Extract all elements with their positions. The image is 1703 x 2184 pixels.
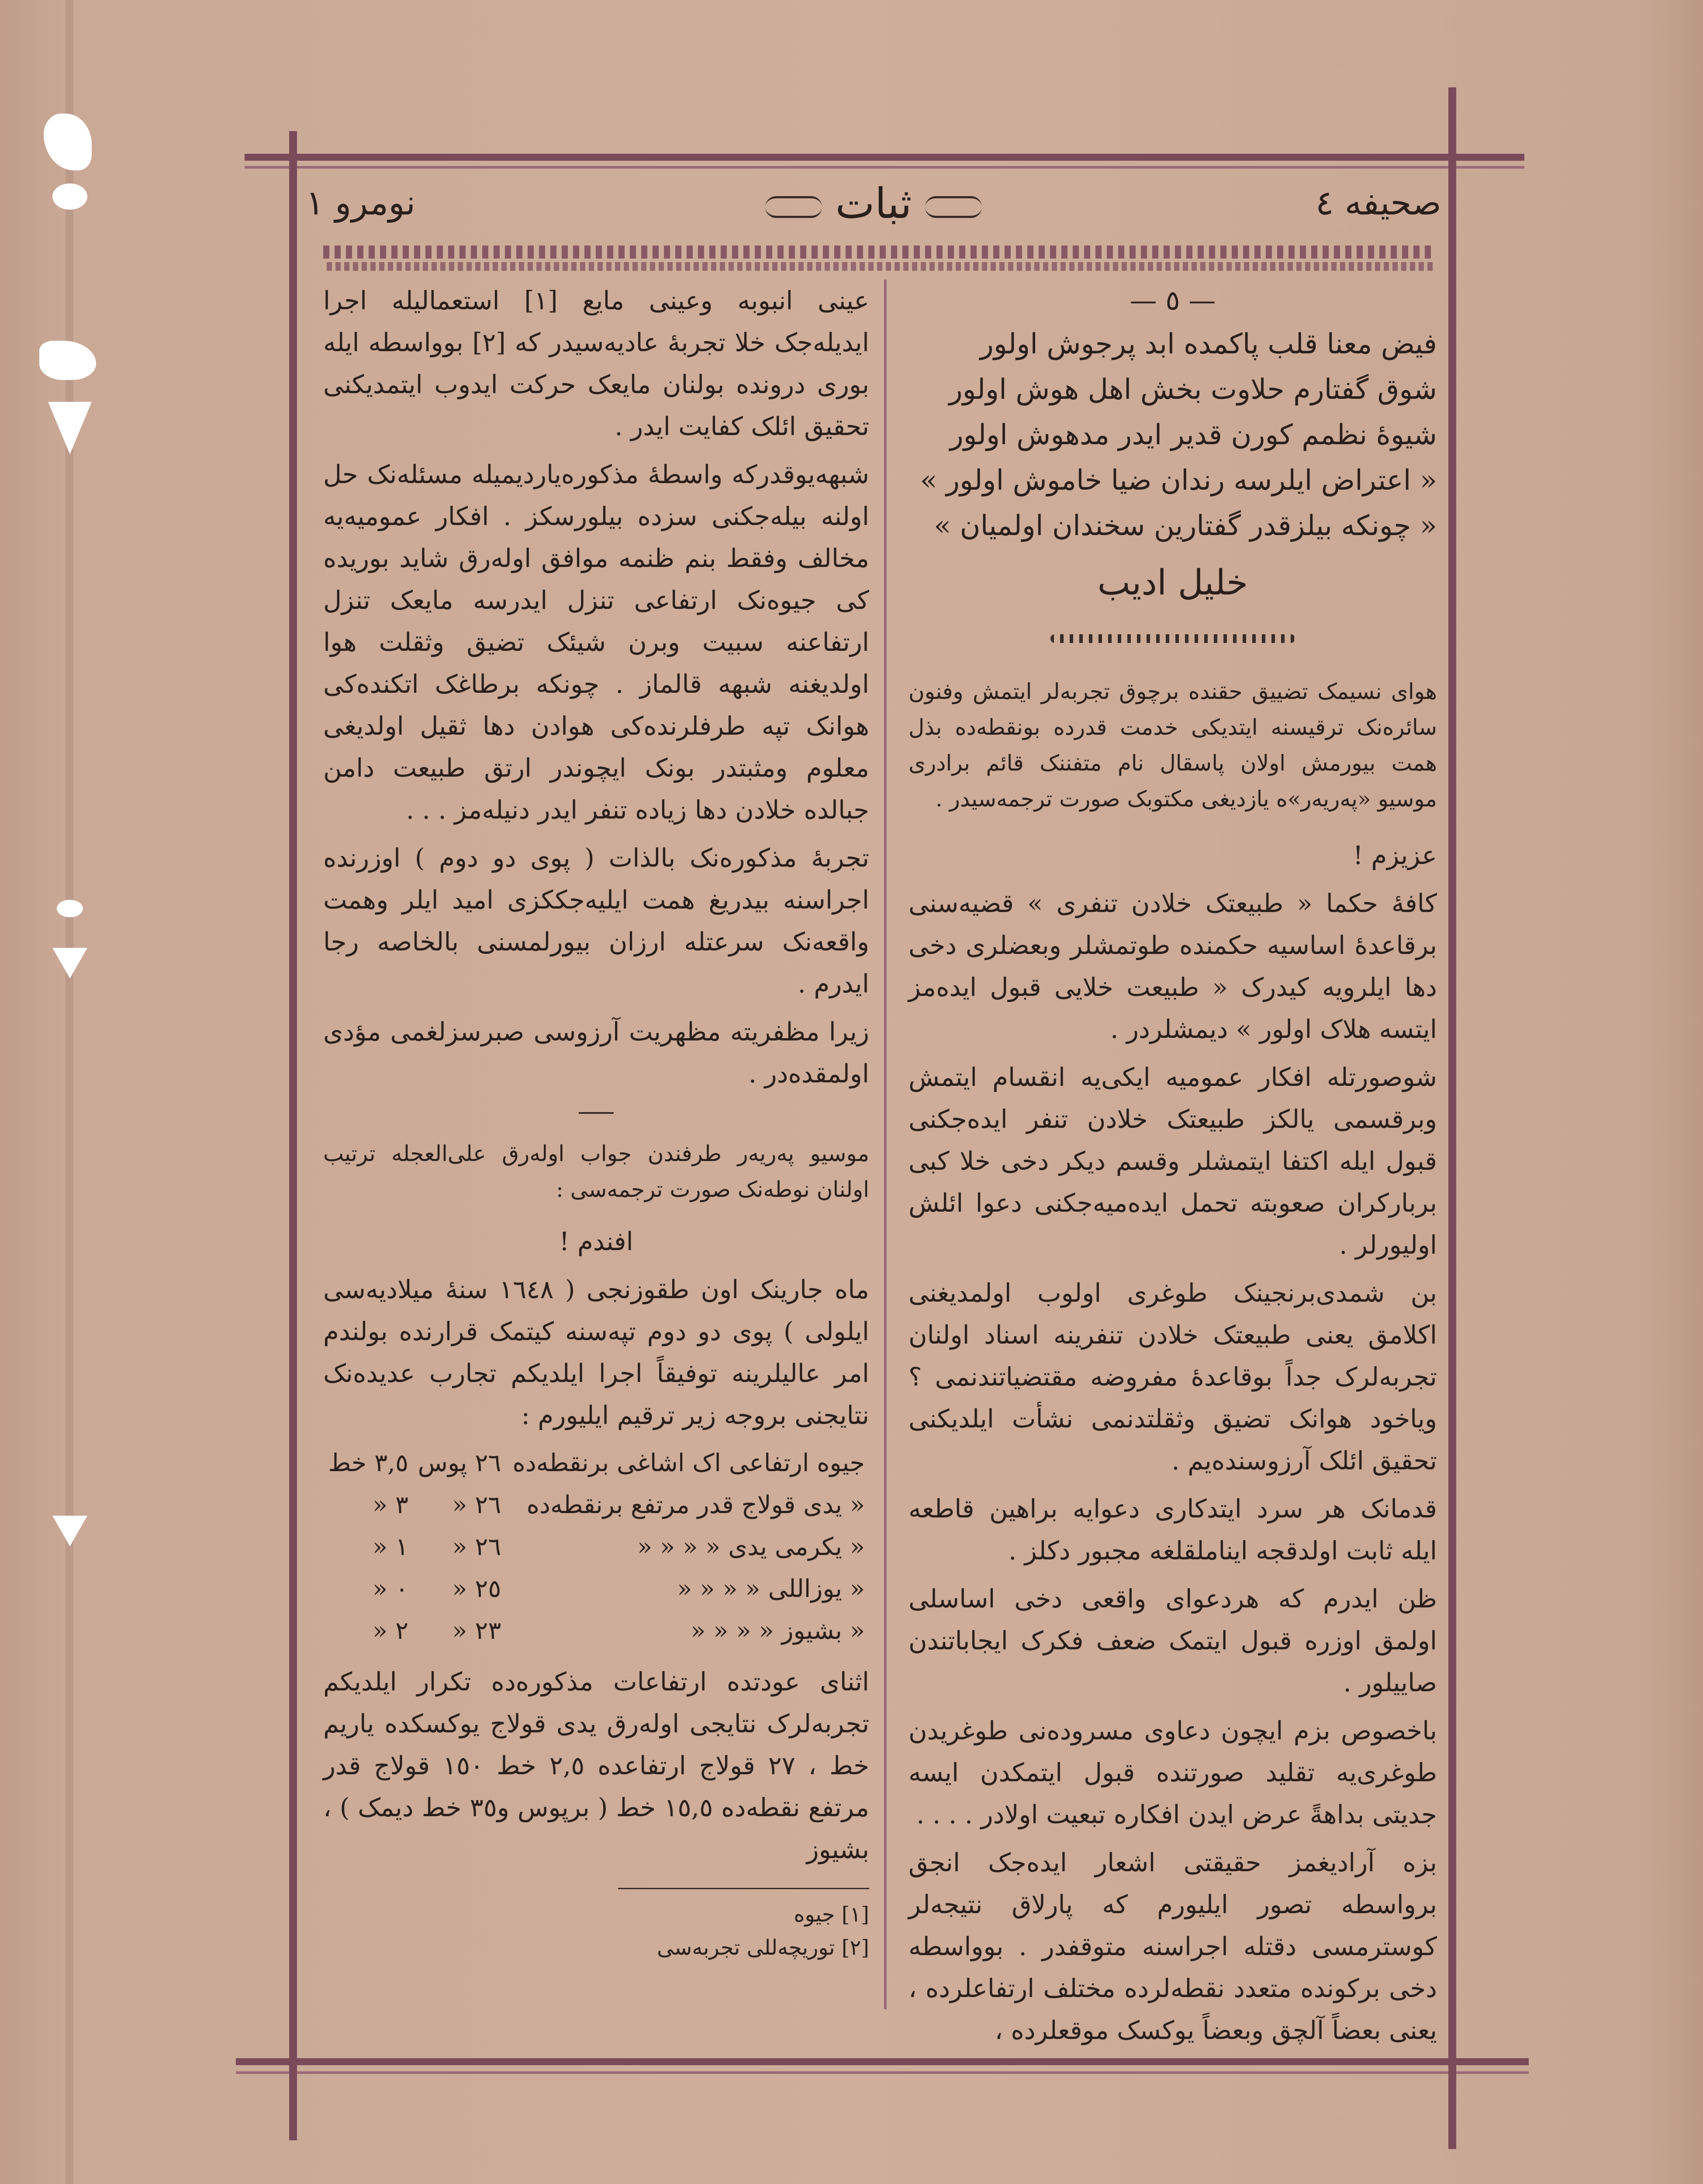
frame-left-rule — [289, 131, 297, 2140]
poem-line: شوق گفتارم حلاوت بخش اهل هوش اولور — [949, 373, 1437, 406]
page-header — [306, 175, 1441, 240]
poem-number: — ٥ — — [1130, 284, 1216, 316]
poem-line: « اعتراض ایلرسه رندان ضیا خاموش اولور » — [920, 464, 1437, 497]
poem-author: خلیل ادیب — [1097, 562, 1248, 603]
letter-paragraph: باخصوص بزم ایچون دعاوی مسروده‌نی طوغریدن طوغری‌یه تقلید صورتنده قبول ایتمکدن ایسه جدیتی بداهةً عرض ایدن افکاره تبعیت اولادر . . . . — [908, 1716, 1437, 1829]
frame-bottom-rule — [236, 2058, 1529, 2065]
table-cell-inch: ٢٥ « — [452, 1575, 501, 1603]
reply-paragraph: ماه جارینک اون طقوزنجی ( ١٦٤٨ سنهٔ میلادیه‌سی ایلولی ) پوی دو دوم تپه‌سنه کیتمک قرارنده بولندم امر عالیلرینه توفیقاً اجرا ایلدیکم تجارب عدیده‌نک نتایجنی بروجه زیر ترقیم ایلیورم : — [323, 1275, 869, 1430]
letter-paragraph: قدمانک هر سرد ایتدکاری دعوایه براهین قاطعه ایله ثابت اولدقجه ایناملقلغه مجبور دکلز . — [908, 1494, 1437, 1565]
table-cell-label: « یکرمی یدی « « « « — [637, 1533, 865, 1561]
page-number-label: صحیفه ٤ — [1315, 183, 1441, 223]
footnote: [١] جیوه — [794, 1902, 869, 1927]
letter-paragraph: کافهٔ حکما « طبیعتک خلادن تنفری » قضیه‌سنی برقاعدهٔ اساسیه حکمنده طوتمشلر وبعضلری دخی دها ایلرویه کیدرک « طبیعت خلایی قبول ایده‌مز ایتسه هلاک اولور » دیمشلردر . — [908, 888, 1437, 1044]
table-cell-line: ٠ « — [372, 1575, 409, 1603]
table-row — [323, 1568, 869, 1610]
table-cell-inch: ٢٦ « — [452, 1491, 501, 1519]
letter-paragraph: ظن ایدرم که هردعوای واقعی دخی اساسلی اولمق اوزره قبول ایتمک ضعف فکرک ایجاباتندن صاییلور . — [908, 1584, 1437, 1697]
newspaper-title — [306, 179, 1441, 228]
article-paragraph: تجربهٔ مذکوره‌نک بالذات ( پوی دو دوم ) اوزرنده اجراسنه بیدریغ همت ایلیه‌جککزی امید ایلر وهمت واقعه‌نک سرعتله ارزان بیورلمسنی بالخاصه رجا ایدرم . — [323, 843, 869, 999]
frame-top-rule — [245, 154, 1524, 161]
frame-right-rule — [1448, 87, 1456, 2149]
table-cell-line: ٢ « — [372, 1617, 409, 1645]
table-row — [323, 1484, 869, 1526]
table-cell-label: « بشیوز « « « « — [691, 1617, 865, 1645]
table-cell-inch: ٢٣ « — [452, 1617, 501, 1645]
table-cell-label: « یوزاللی « « « « — [677, 1575, 865, 1603]
page-fold — [66, 0, 73, 2184]
letter-paragraph: شوصورتله افکار عمومیه ایکی‌یه انقسام ایتمش وبرقسمی یالکز طبیعتک خلادن تنفر ایده‌جکنی قبول ایله اکتفا ایتمشلر وقسم دیکر دخی خلا کبی بربارکران صعوبته تحمل ایده‌میه‌جکنی دعوا ائلش اولیورلر . — [908, 1062, 1437, 1260]
table-cell-line: ٣,٥ خط — [328, 1449, 409, 1477]
table-cell-inch: ٢٦ پوس — [418, 1449, 501, 1477]
table-cell-line: ١ « — [372, 1533, 409, 1561]
table-row — [323, 1526, 869, 1568]
letter-paragraph: بن شمدی‌برنجینک طوغری اولوب اولمدیغنی اکلامق یعنی طبیعتک خلادن تنفرینه اسناد اولنان تجربه‌لرک جداً بوقاعدهٔ مفروضه مقتضیاتندنمی ؟ وياخود هوانک تضیق وثقلتدنمی نشأت ایلدیکنی تحقیق ائلک آرزوسنده‌یم . — [908, 1278, 1437, 1476]
left-column — [323, 280, 869, 1964]
poem-line: « چونکه بیلزقدر گفتارین سخندان اولمیان » — [934, 510, 1437, 542]
reply-intro: موسیو په‌ریه‌ر طرفندن جواب اوله‌رق علی‌العجله ترتیب اولنان نوطه‌نک صورت ترجمه‌سی : — [323, 1141, 869, 1202]
letter-salutation: عزیزم ! — [1353, 840, 1437, 870]
poem-line: فیض معنا قلب پاکمده ابد پرجوش اولور — [980, 328, 1437, 360]
measurements-table — [323, 1442, 869, 1652]
poem-line: شیوهٔ نظمم کورن قدیر ایدر مدهوش اولور — [950, 419, 1437, 451]
binding-hole — [52, 183, 87, 210]
newspaper-title-text: ثبات — [835, 179, 912, 228]
binding-hole — [57, 900, 83, 917]
table-row — [323, 1610, 869, 1652]
poem — [908, 321, 1437, 549]
section-separator — [1050, 634, 1295, 643]
table-cell-line: ٣ « — [372, 1491, 409, 1519]
frame-top-rule-inner — [245, 166, 1524, 169]
column-divider — [884, 280, 887, 2009]
header-dotted-rule-lower — [323, 262, 1433, 271]
frame-bottom-rule-inner — [236, 2071, 1529, 2074]
table-cell-label: « یدی قولاج قدر مرتفع برنقطه‌ده — [526, 1491, 865, 1519]
reply-salutation: افندم ! — [559, 1227, 633, 1256]
issue-number-label: نومرو ١ — [306, 183, 416, 223]
table-cell-label: جیوه ارتفاعی اک اشاغی برنقطه‌ده — [512, 1449, 865, 1477]
letter-paragraph: بزه آرادیغمز حقیقتی اشعار ایده‌جک انجق برواسطه تصور ایلیورم که پارلاق نتیجه‌لر کوسترمسی دقتله اجراسنه متوقفدر . بوواسطه دخی برکونده متعدد نقطه‌لرده مختلف ارتفاعلرده ، یعنی بعضاً آلچق وبعضاً یوکسک موقعلرده ، — [908, 1848, 1437, 2045]
short-separator — [579, 1112, 614, 1114]
table-row — [323, 1442, 869, 1484]
ornament-icon — [765, 196, 822, 218]
right-column — [908, 280, 1437, 2057]
article-paragraph: عینی انبوبه وعینی مایع [١] استعمالیله اجرا ایدیله‌جک خلا تجربهٔ عادیه‌سیدر که [٢] بوواسطه ایله بوری درونده بولنان مایعک حرکت ایدوب ایتمدیکنی تحقیق ائلک کفایت ایدر . — [323, 286, 870, 441]
footnotes — [618, 1888, 869, 1964]
ornament-icon — [925, 196, 982, 218]
letter-intro: هوای نسیمک تضییق حقنده برچوق تجربه‌لر ایتمش وفنون سائره‌نک ترقیسنه ایتدیکی خدمت قدرده بونقطه‌ده بذل همت بیورمش اولان پاسقال نام متفننک قائم برادری موسیو «په‌ریه‌ر»ه یازدیغی مکتوبک صورت ترجمه‌سیدر . — [908, 679, 1437, 812]
closing-paragraph: اثنای عودتده ارتفاعات مذکوره‌ده تکرار ایلدیکم تجربه‌لرک نتایجی اوله‌رق یدی قولاج یوکسکده یاریم خط ، ٢٧ قولاج ارتفاعده ٢,٥ خط ١٥٠ قولاج قدر مرتفع نقطه‌ده ١٥,٥ خط ( برپوس و٣٥ خط دیمک ) ، بشیوز — [323, 1667, 870, 1864]
header-dotted-rule — [323, 245, 1433, 259]
table-cell-inch: ٢٦ « — [452, 1533, 501, 1561]
article-paragraph: شبهه‌یوقدرکه واسطهٔ مذکوره‌یاردیمیله مسئله‌نک حل اولنه بیله‌جکنی سزده بیلورسکز . افکار عمومیه‌یه مخالف وفقط بنم ظنمه موافق اوله‌رق شاید بوریده کی جیوه‌نک ارتفاعی تنزل ایدرسه مایعک تنزل ارتفاعنه سبیت وبرن شیئک تضیق وثقلت هوا اولدیغنه شبهه قالماز . چونکه برطاغک اتکنده‌کی هوانک تپه طرفلرنده‌کی هوادن دها ثقیل اولدیغی معلوم ومثبتدر بونک ایچوندر ارتق طبیعت دامن جبالده خلادن دها زیاده تنفر ایدر دنیله‌مز . . . — [323, 460, 869, 825]
article-paragraph: زیرا مظفریته مظهریت آرزوسی صبرسزلغمی مؤدی اولمقده‌در . — [323, 1017, 869, 1089]
footnote: [٢] توریچه‌للی تجربه‌سی — [657, 1935, 869, 1960]
